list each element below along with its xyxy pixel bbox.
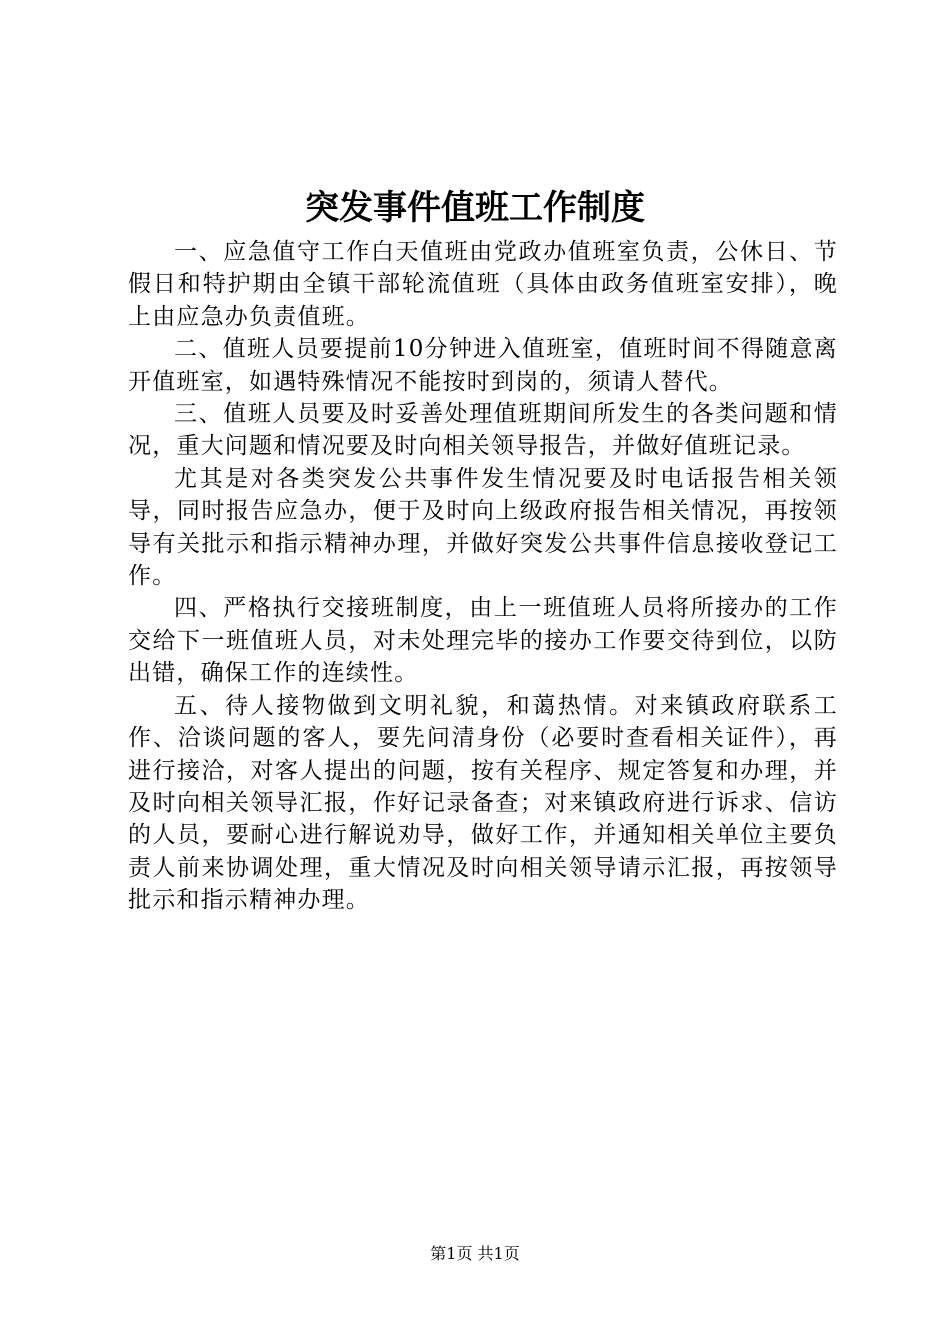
document-title: 突发事件值班工作制度 <box>305 188 645 228</box>
paragraph-1: 一、应急值守工作白天值班由党政办值班室负责，公休日、节假日和特护期由全镇干部轮流值班（具体由政务值班室安排），晚上由应急办负责值班。 <box>128 239 838 330</box>
paragraph-2: 二、值班人员要提前10分钟进入值班室，值班时间不得随意离开值班室，如遇特殊情况不能按时到岗的，须请人替代。 <box>128 336 838 395</box>
paragraph-6: 五、待人接物做到文明礼貌，和蔼热情。对来镇政府联系工作、洽谈问题的客人，要先问清身份（必要时查看相关证件），再进行接洽，对客人提出的问题，按有关程序、规定答复和办理，并及时向相关领导汇报，作好记录备查；对来镇政府进行诉求、信访的人员，要耐心进行解说劝导，做好工作，并通知相关单位主要负责人前来协调处理，重大情况及时向相关领导请示汇报，再按领导批示和指示精神办理。 <box>128 692 838 914</box>
paragraph-3: 三、值班人员要及时妥善处理值班期间所发生的各类问题和情况，重大问题和情况要及时向相关领导报告，并做好值班记录。 <box>128 401 838 460</box>
paragraph-4: 尤其是对各类突发公共事件发生情况要及时电话报告相关领导，同时报告应急办，便于及时向上级政府报告相关情况，再按领导有关批示和指示精神办理，并做好突发公共事件信息接收登记工作。 <box>128 465 838 590</box>
page-footer: 第1页 共1页 <box>430 1244 520 1263</box>
document-body <box>128 236 838 917</box>
paragraph-5: 四、严格执行交接班制度，由上一班值班人员将所接办的工作交给下一班值班人员，对未处理完毕的接办工作要交待到位，以防出错，确保工作的连续性。 <box>128 595 838 687</box>
